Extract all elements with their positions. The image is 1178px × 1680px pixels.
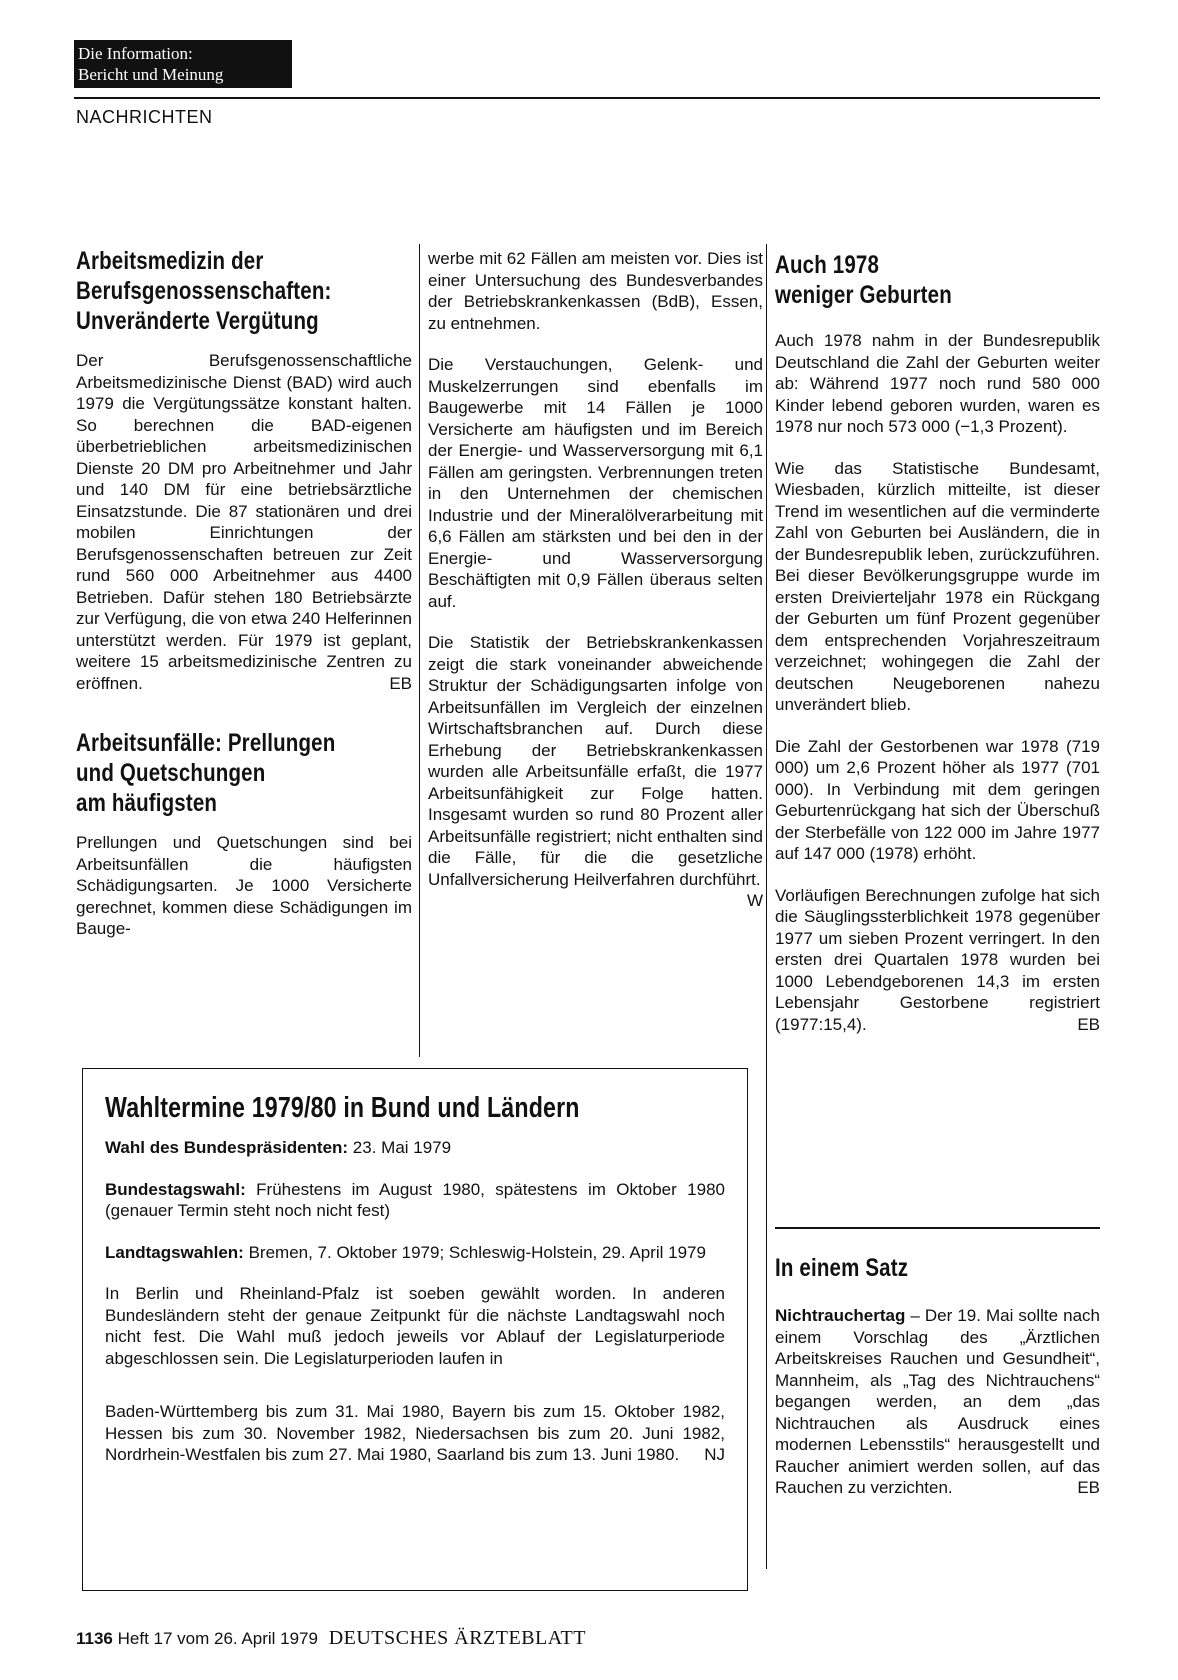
article-body [775, 1305, 1100, 1499]
page-footer [76, 1627, 586, 1650]
author-initials: NJ [704, 1445, 725, 1464]
column-left [76, 246, 412, 940]
article-in-einem-satz [775, 1253, 1100, 1499]
page-number: 1136 [76, 1629, 113, 1648]
article-title-line: weniger Geburten [775, 281, 952, 309]
article-body [428, 632, 763, 910]
article-body [76, 350, 412, 694]
article-geburten [775, 250, 1100, 1035]
article-arbeitsmedizin [76, 246, 412, 694]
box-label: Landtagswahlen: [105, 1242, 244, 1262]
section-label: NACHRICHTEN [76, 107, 213, 127]
author-initials: EB [1077, 1478, 1100, 1497]
article-lead: Nichtrauchertag [775, 1306, 906, 1325]
box-label: Bundestagswahl: [105, 1179, 246, 1199]
article-title-line: und Quetschungen [76, 759, 266, 787]
header-rule [74, 97, 1100, 99]
author-initials: W [746, 891, 763, 910]
article-title-line: am häufigsten [76, 789, 218, 817]
masthead-line-1: Die Information: [78, 44, 193, 63]
publication-name: DEUTSCHES ÄRZTEBLATT [328, 1627, 586, 1649]
box-label: Wahl des Bundespräsidenten: [105, 1138, 349, 1157]
article-body: Auch 1978 nahm in der Bundesrepublik Deutschland die Zahl der Geburten weiter ab: Während 1977 noch rund 580 000 Kinder lebend geboren wurden, waren es 1978 nur noch 573 000 (−1,3 Prozent). [775, 331, 1100, 436]
box-line [105, 1179, 725, 1222]
box-paragraph [105, 1401, 725, 1466]
article-arbeitsunfaelle [76, 728, 412, 940]
box-line [105, 1137, 725, 1159]
masthead [74, 40, 292, 88]
box-text: 23. Mai 1979 [348, 1138, 452, 1157]
article-title-line: Unveränderte Vergütung [76, 307, 319, 335]
masthead-line-2: Bericht und Meinung [78, 65, 224, 84]
article-text: Die Statistik der Betriebskrankenkassen zeigt die stark voneinander abweichende Struktur der Schädigungsarten infolge von Arbeitsunfällen im Vergleich der einzelnen Wirtschaftsbranchen auf. Durch diese Erhebung der Betriebskrankenkassen wurden alle Arbeitsunfälle erfaßt, die 1977 Arbeitsunfähigkeit zur Folge hatten. Insgesamt wurden so rund 80 Prozent aller Arbeitsunfälle registriert; nicht enthalten sind die Fälle, für die die gesetzliche Unfallversicherung Heilverfahren durchführt. [428, 633, 763, 889]
box-text: Bremen, 7. Oktober 1979; Schleswig-Holstein, 29. April 1979 [243, 1242, 706, 1262]
article-title-line: Auch 1978 [775, 251, 880, 279]
column-divider [766, 244, 767, 1569]
article-title-line: Arbeitsmedizin der [76, 247, 264, 275]
column-middle [428, 248, 763, 912]
column-divider [419, 244, 420, 1057]
article-text: Der Berufsgenossenschaftliche Arbeitsmedizinische Dienst (BAD) wird auch 1979 die Vergütungssätze konstant halten. So berechnen die BAD-eigenen überbetrieblichen arbeitsmedizinischen Dienste 20 DM pro Arbeitnehmer und Jahr und 140 DM für eine betriebsärztliche Einsatzstunde. Die 87 stationären und drei mobilen Einrichtungen der Berufsgenossenschaften betreuen zur Zeit rund 560 000 Arbeitnehmer aus 4400 Betrieben. Dafür stehen 180 Betriebsärzte zur Verfügung, die von etwa 240 Helferinnen unterstützt werden. Für 1979 ist geplant, weitere 15 arbeitsmedizinische Zentren zu eröffnen. [76, 351, 412, 693]
box-paragraph: In Berlin und Rheinland-Pfalz ist soeben gewählt worden. In anderen Bundesländern steht der genaue Zeitpunkt für die nächste Landtagswahl noch nicht fest. Die Wahl muß jedoch jeweils vor Ablauf der Legislaturperiode abgeschlossen sein. Die Legislaturperioden laufen in [105, 1284, 725, 1368]
article-text: Vorläufigen Berechnungen zufolge hat sich die Säuglingssterblichkeit 1978 gegenüber 1977 um sieben Prozent verringert. In den ersten drei Quartalen 1978 wurden bei 1000 Lebendgeborenen 14,3 im ersten Lebensjahr Gestorbene registriert (1977:15,4). [775, 885, 1100, 1034]
article-body [775, 885, 1100, 1036]
section-rule [775, 1227, 1100, 1229]
issue-info: Heft 17 vom 26. April 1979 [117, 1629, 318, 1648]
article-body: werbe mit 62 Fällen am meisten vor. Dies ist einer Untersuchung des Bundesverbandes der Betriebskrankenkassen (BdB), Essen, zu entnehmen. [428, 249, 763, 333]
election-dates-box [82, 1068, 748, 1591]
article-text: – Der 19. Mai sollte nach einem Vorschlag des „Ärztlichen Arbeitskreises Rauchen und Gesundheit“, Mannheim, als „Tag des Nichtrauchens“ begangen werden, an dem „das Nichtrauchen als Ausdruck eines modernen Lebensstils“ herausgestellt und Raucher animiert werden sollen, auf das Rauchen zu verzichten. [775, 1306, 1100, 1497]
article-title-line: Berufsgenossenschaften: [76, 277, 332, 305]
article-title-line: In einem Satz [775, 1254, 909, 1282]
box-text: Baden-Württemberg bis zum 31. Mai 1980, Bayern bis zum 15. Oktober 1982, Hessen bis zum 30. November 1982, Niedersachsen bis zum 20. Juni 1982, Nordrhein-Westfalen bis zum 27. Mai 1980, Saarland bis zum 13. Juni 1980. [105, 1402, 725, 1464]
article-body: Prellungen und Quetschungen sind bei Arbeitsunfällen die häufigsten Schädigungsarten. Je 1000 Versicherte gerechnet, kommen diese Schädigungen im Bauge- [76, 833, 412, 938]
article-body: Die Verstauchungen, Gelenk- und Muskelzerrungen sind ebenfalls im Baugewerbe mit 14 Fällen je 1000 Versicherte am häufigsten und im Bereich der Energie- und Wasserversorgung mit 6,1 Fällen am geringsten. Verbrennungen treten in den Unternehmen der chemischen Industrie und der Mineralölverarbeitung mit 6,6 Fällen am stärksten und bei den in der Energie- und Wasserversorgung Beschäftigten mit 0,9 Fällen überaus selten auf. [428, 355, 763, 611]
column-right [775, 250, 1100, 1035]
box-title: Wahltermine 1979/80 in Bund und Ländern [105, 1092, 580, 1124]
box-text: Frühestens im August 1980, spätestens im Oktober 1980 (genauer Termin steht noch nicht fest) [105, 1179, 725, 1220]
article-body: Wie das Statistische Bundesamt, Wiesbaden, kürzlich mitteilte, ist dieser Trend im wesentlichen auf die verminderte Zahl von Geburten bei Ausländern, die in der Bundesrepublik leben, zurückzuführen. Bei dieser Bevölkerungsgruppe wurde im ersten Dreivierteljahr 1978 ein Rückgang der Geburten um fünf Prozent gegenüber dem entsprechenden Vorjahreszeitraum verzeichnet; wohingegen die Zahl der deutschen Neugeborenen nahezu unverändert blieb. [775, 458, 1100, 714]
article-title-line: Arbeitsunfälle: Prellungen [76, 729, 336, 757]
author-initials: EB [389, 673, 412, 693]
author-initials: EB [1077, 1014, 1100, 1034]
box-line [105, 1242, 725, 1264]
article-body: Die Zahl der Gestorbenen war 1978 (719 000) um 2,6 Prozent höher als 1977 (701 000). In Verbindung mit dem geringen Geburtenrückgang hat sich der Überschuß der Sterbefälle von 122 000 im Jahre 1977 auf 147 000 (1978) erhöht. [775, 736, 1100, 863]
